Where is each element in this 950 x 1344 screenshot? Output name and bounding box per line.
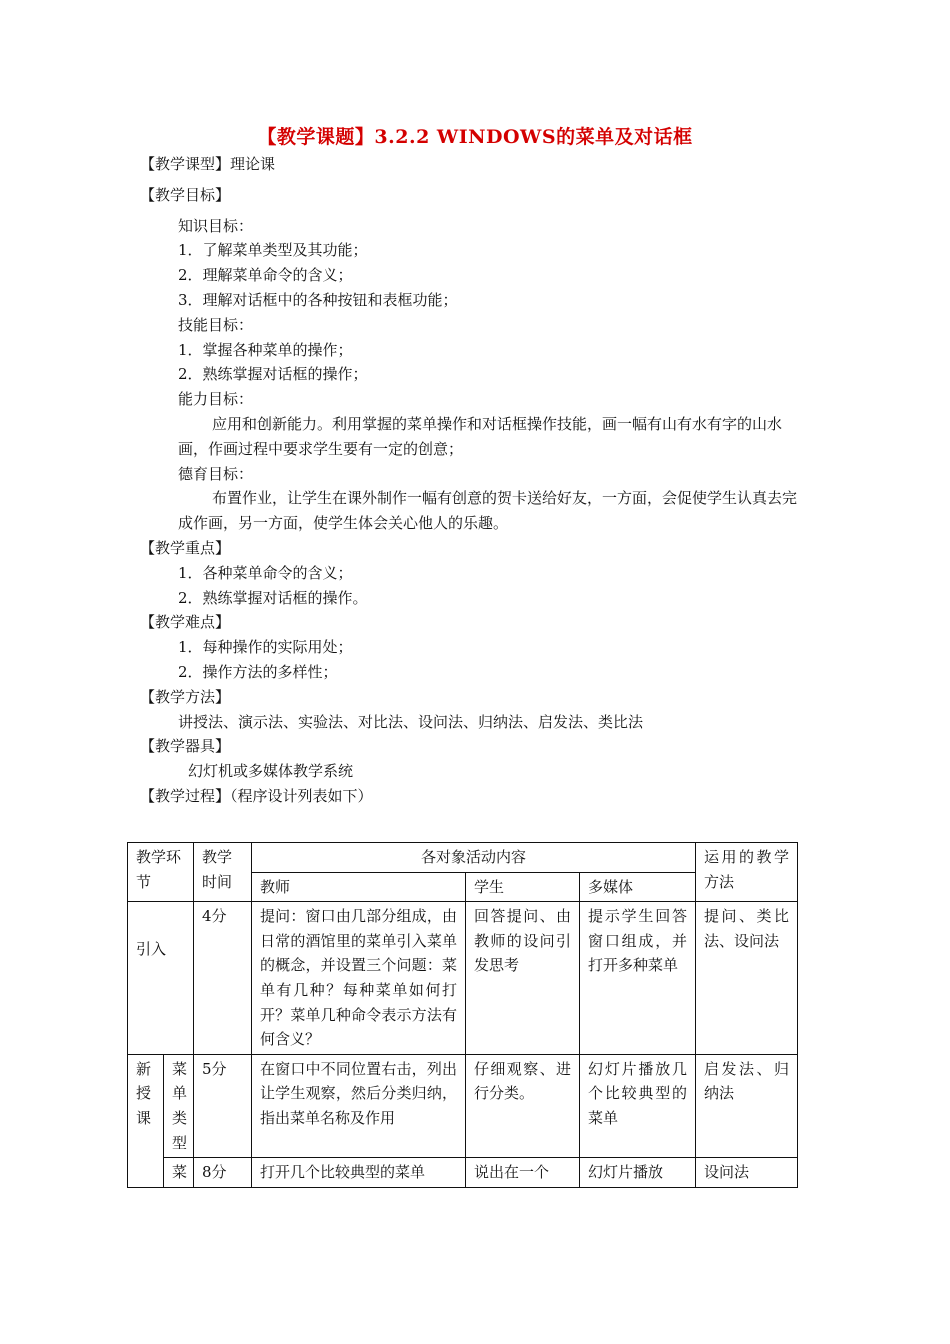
moral-paragraph [140, 486, 810, 536]
header-teacher: 教师 [252, 872, 466, 902]
difficulty-item: 1．每种操作的实际用处； [178, 638, 353, 657]
knowledge-heading: 知识目标： [178, 216, 254, 235]
header-stage: 教学环节 [128, 843, 194, 902]
ability-text: 应用和创新能力。利用掌握的菜单操作和对话框操作技能，画一幅有山有水有字的山水画，作画过程中要求学生要有一定的创意； [178, 414, 783, 458]
methods-text: 讲授法、演示法、实验法、对比法、设问法、归纳法、启发法、类比法 [178, 712, 644, 731]
equipment-heading: 【教学器具】 [140, 737, 231, 756]
table-row [128, 1158, 798, 1188]
row-method: 提问、类比法、设问法 [696, 902, 798, 1055]
skill-heading: 技能目标： [178, 315, 254, 334]
key-points-heading: 【教学重点】 [140, 538, 231, 557]
header-method: 运用的教学方法 [696, 843, 798, 902]
row-method: 启发法、归纳法 [696, 1054, 798, 1157]
row-time: 4分 [194, 902, 252, 1055]
moral-heading: 德育目标： [178, 464, 254, 483]
row-method: 设问法 [696, 1158, 798, 1188]
row-student: 回答提问、由教师的设问引发思考 [466, 902, 580, 1055]
skill-item: 1．掌握各种菜单的操作； [178, 340, 353, 359]
ability-paragraph [140, 412, 810, 462]
key-point-item: 1．各种菜单命令的含义； [178, 563, 353, 582]
row-teacher: 提问：窗口由几部分组成，由日常的酒馆里的菜单引入菜单的概念，并设置三个问题：菜单有几种？每种菜单如何打开？菜单几种命令表示方法有何含义？ [252, 902, 466, 1055]
row-stage: 新授课 [128, 1054, 164, 1187]
skill-item: 2．熟练掌握对话框的操作； [178, 365, 368, 384]
table-row [128, 1054, 798, 1157]
row-student: 说出在一个 [466, 1158, 580, 1188]
key-point-item: 2．熟练掌握对话框的操作。 [178, 588, 368, 607]
document-title: 【教学课题】3.2.2 WINDOWS的菜单及对话框 [257, 126, 693, 148]
process-table [127, 842, 798, 1188]
methods-heading: 【教学方法】 [140, 687, 231, 706]
difficulties-heading: 【教学难点】 [140, 613, 231, 632]
row-stage: 引入 [128, 902, 194, 1055]
row-teacher: 打开几个比较典型的菜单 [252, 1158, 466, 1188]
row-media: 提示学生回答窗口组成，并打开多种菜单 [580, 902, 696, 1055]
knowledge-item: 2．理解菜单命令的含义； [178, 266, 353, 285]
table-header-row [128, 843, 798, 873]
knowledge-item: 3．理解对话框中的各种按钮和表框功能； [178, 290, 458, 309]
row-time: 8分 [194, 1158, 252, 1188]
document-body [140, 152, 810, 809]
row-teacher: 在窗口中不同位置右击，列出让学生观察，然后分类归纳，指出菜单名称及作用 [252, 1054, 466, 1157]
knowledge-item: 1．了解菜单类型及其功能； [178, 241, 368, 260]
row-substage: 菜单类型 [164, 1054, 194, 1157]
objectives-heading: 【教学目标】 [140, 185, 231, 204]
header-time: 教学时间 [194, 843, 252, 902]
difficulty-item: 2．操作方法的多样性； [178, 662, 338, 681]
header-activities: 各对象活动内容 [252, 843, 696, 873]
ability-heading: 能力目标： [178, 390, 254, 409]
header-student: 学生 [466, 872, 580, 902]
row-media: 幻灯片播放 [580, 1158, 696, 1188]
process-heading: 【教学过程】（程序设计列表如下） [140, 786, 373, 805]
row-media: 幻灯片播放几个比较典型的菜单 [580, 1054, 696, 1157]
table-row [128, 902, 798, 1055]
row-time: 5分 [194, 1054, 252, 1157]
lesson-type: 【教学课型】理论课 [140, 155, 276, 173]
row-substage: 菜 [164, 1158, 194, 1188]
header-media: 多媒体 [580, 872, 696, 902]
equipment-text: 幻灯机或多媒体教学系统 [188, 762, 354, 781]
moral-text: 布置作业，让学生在课外制作一幅有创意的贺卡送给好友，一方面，会促使学生认真去完成作画，另一方面，使学生体会关心他人的乐趣。 [178, 489, 798, 533]
row-student: 仔细观察、进行分类。 [466, 1054, 580, 1157]
